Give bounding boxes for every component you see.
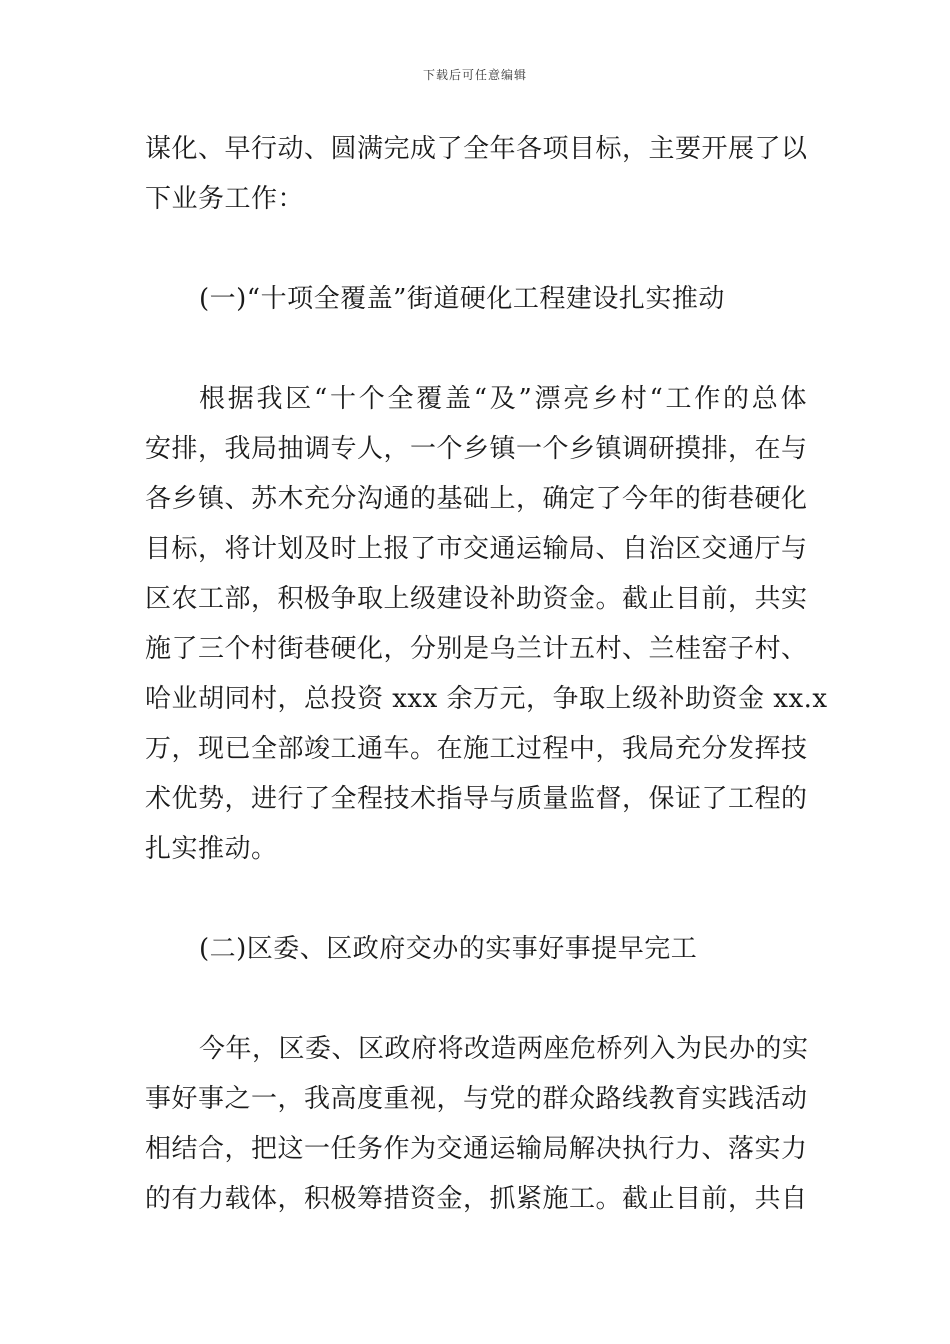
section-heading-1: (一)“十项全覆盖”街道硬化工程建设扎实推动 [199,284,725,314]
body-line: 根据我区“十个全覆盖“及”漂亮乡村“工作的总体 [199,384,807,414]
body-line: 各乡镇、苏木充分沟通的基础上，确定了今年的街巷硬化 [145,484,808,514]
body-line: 事好事之一，我高度重视，与党的群众路线教育实践活动 [145,1084,808,1114]
paragraph-gap [145,874,807,924]
body-line: 哈业胡同村，总投资 xxx 余万元，争取上级补助资金 xx.x [145,684,828,714]
intro-line: 下业务工作： [145,184,305,214]
body-line: 区农工部，积极争取上级建设补助资金。截止目前，共实 [145,584,808,614]
intro-line: 谋化、早行动、圆满完成了全年各项目标，主要开展了以 [145,134,808,164]
document-body [145,124,828,1224]
paragraph-gap [145,224,807,274]
page-header: 下载后可任意编辑 [422,68,527,82]
paragraph-gap [145,324,807,374]
body-line: 目标，将计划及时上报了市交通运输局、自治区交通厅与 [145,534,808,564]
body-line: 的有力载体，积极筹措资金，抓紧施工。截止目前，共自 [145,1184,808,1214]
section-heading-2: (二)区委、区政府交办的实事好事提早完工 [199,934,698,964]
body-line: 今年，区委、区政府将改造两座危桥列入为民办的实 [199,1034,809,1064]
body-line: 施了三个村街巷硬化，分别是乌兰计五村、兰桂窑子村、 [145,634,808,664]
body-line: 术优势，进行了全程技术指导与质量监督，保证了工程的 [145,784,808,814]
body-line: 万，现已全部竣工通车。在施工过程中，我局充分发挥技 [145,734,808,764]
body-line: 扎实推动。 [145,834,278,864]
paragraph-gap [145,974,807,1024]
body-line: 相结合，把这一任务作为交通运输局解决执行力、落实力 [145,1134,808,1164]
body-line: 安排，我局抽调专人，一个乡镇一个乡镇调研摸排，在与 [145,434,808,464]
